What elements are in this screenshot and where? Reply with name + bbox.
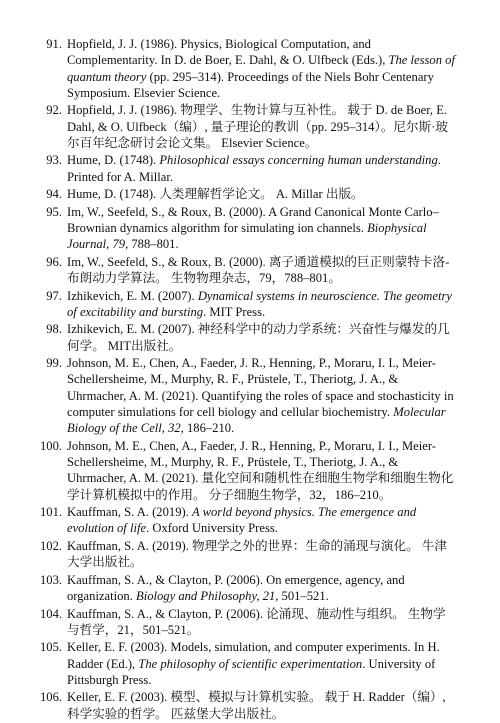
reference-text-segment: Hopfield, J. J. (1986). 物理学、生物计算与互补性。 载于 D. de Boer, E. Dahl, & O. Ulfbeck（编）, 量子理论的教训（pp. 295–314）。尼尔斯·玻尔百年纪念研讨会论文集。 Elsevier Science。 xyxy=(67,103,448,150)
reference-text xyxy=(67,607,446,637)
reference-text-segment: Johnson, M. E., Chen, A., Faeder, J. R., Henning, P., Moraru, I. I., Meier-Schellersheime, M., Murphy, R. F., Prüstele, T., Theriotg, J. A., & Uhrmacher, A. M. (2021). 量化空间和随机性在细胞生物学和细胞生物化学计算机模拟中的作用。 分子细胞生物学，32，186–210。 xyxy=(67,438,454,502)
reference-text-segment: Hopfield, J. J. (1986). Physics, Biological Computation, and Complementarity. In D. de Boer, E. Dahl, & O. Ulfbeck (Eds.), xyxy=(67,37,389,68)
reference-number: 98. xyxy=(46,322,62,337)
reference-text-segment: Kauffman, S. A., & Clayton, P. (2006). 论涌现、施动性与组织。 生物学与哲学，21，501–521。 xyxy=(67,606,446,637)
reference-text xyxy=(67,205,439,252)
reference-text xyxy=(67,187,364,201)
reference-text xyxy=(67,153,441,183)
reference-number: 91. xyxy=(46,37,62,51)
reference-number: 94. xyxy=(46,187,62,202)
reference-text-segment: , 501–521. xyxy=(275,589,329,604)
reference-item xyxy=(40,288,458,321)
reference-text-segment: . Printed for A. Millar. xyxy=(67,153,441,184)
reference-text-segment: Keller, E. F. (2003). Models, simulation, and computer experiments. In H. Radder (Ed.), xyxy=(67,640,440,671)
reference-text xyxy=(67,505,416,535)
reference-text xyxy=(67,103,448,150)
reference-text xyxy=(67,539,447,569)
reference-text-segment: Kauffman, S. A. (2019). 物理学之外的世界：生命的涌现与演化。 牛津大学出版社。 xyxy=(67,538,448,570)
reference-title-italic: The philosophy of scientific experimentation xyxy=(138,656,363,671)
reference-title-italic: Biophysical Journal, 79 xyxy=(67,221,427,252)
reference-text-segment: Hume, D. (1748). 人类理解哲学论文。 A. Millar 出版。 xyxy=(67,187,364,202)
reference-text-segment: Keller, E. F. (2003). 模型、模拟与计算机实验。 载于 H. Radder（编）, 科学实验的哲学。 匹兹堡大学出版社。 xyxy=(67,690,446,721)
reference-item xyxy=(40,355,458,436)
reference-text xyxy=(67,640,440,687)
reference-item xyxy=(40,186,458,202)
reference-number: 106. xyxy=(40,690,63,705)
reference-item xyxy=(40,572,458,605)
reference-text-segment: . MIT Press. xyxy=(203,304,266,319)
reference-number: 103. xyxy=(40,572,63,587)
reference-text xyxy=(67,255,449,285)
reference-item xyxy=(40,204,458,253)
reference-number: 97. xyxy=(46,288,62,303)
reference-title-italic: The lesson of quantum theory xyxy=(67,53,455,84)
reference-text-segment: (pp. 295–314). Proceedings of the Niels Bohr Centenary Symposium. Elsevier Science. xyxy=(67,69,434,100)
reference-text-segment: Izhikevich, E. M. (2007). xyxy=(67,288,198,303)
reference-number: 96. xyxy=(46,254,62,269)
reference-text xyxy=(67,37,455,100)
reference-item xyxy=(40,606,458,639)
reference-number: 100. xyxy=(40,438,63,453)
reference-text-segment: . University of Pittsburgh Press. xyxy=(67,656,436,687)
reference-text-segment: Izhikevich, E. M. (2007). 神经科学中的动力学系统：兴奋性与爆发的几何学。 MIT出版社。 xyxy=(67,322,450,353)
reference-text xyxy=(67,322,450,352)
reference-number: 93. xyxy=(46,153,62,168)
reference-title-italic: A world beyond physics. The emergence and evolution of life xyxy=(67,505,417,536)
reference-item xyxy=(40,438,458,503)
reference-item xyxy=(40,152,458,185)
reference-item xyxy=(40,639,458,688)
reference-item xyxy=(40,102,458,151)
reference-text-segment: , 788–801. xyxy=(125,237,179,252)
reference-number: 92. xyxy=(46,103,62,118)
reference-title-italic: Philosophical essays concerning human understanding xyxy=(159,153,438,168)
reference-text-segment: . Oxford University Press. xyxy=(146,521,278,536)
reference-text xyxy=(67,356,454,435)
reference-text-segment: Johnson, M. E., Chen, A., Faeder, J. R., Henning, P., Moraru, I. I., Meier-Schellersheime, M., Murphy, R. F., Prüstele, T., Theriotg, J. A., & Uhrmacher, A. M. (2021). Quantifying the roles of space and stochasticity in computer simulations for cell biology and cellular biochemistry. xyxy=(67,356,454,420)
reference-item xyxy=(40,689,458,722)
reference-text xyxy=(67,289,452,319)
reference-number: 102. xyxy=(40,538,63,553)
reference-text xyxy=(67,439,453,502)
reference-list xyxy=(40,36,458,723)
reference-item xyxy=(40,36,458,101)
reference-number: 99. xyxy=(46,356,62,371)
reference-title-italic: Dynamical systems in neuroscience. The geometry of excitability and bursting xyxy=(67,288,452,319)
reference-number: 95. xyxy=(46,204,62,219)
reference-item xyxy=(40,254,458,287)
reference-number: 105. xyxy=(40,640,63,655)
reference-item xyxy=(40,504,458,537)
reference-text-segment: Kauffman, S. A., & Clayton, P. (2006). On emergence, agency, and organization. xyxy=(67,572,405,604)
reference-text-segment: Im, W., Seefeld, S., & Roux, B. (2000). 离子通道模拟的巨正则蒙特卡洛-布朗动力学算法。 生物物理杂志，79，788–801。 xyxy=(67,254,450,286)
reference-item xyxy=(40,321,458,354)
reference-number: 104. xyxy=(40,606,63,621)
reference-text-segment: Kauffman, S. A. (2019). xyxy=(67,505,192,520)
reference-title-italic: Biology and Philosophy, 21 xyxy=(136,589,276,604)
reference-title-italic: Molecular Biology of the Cell, 32 xyxy=(67,405,446,436)
reference-text-segment: Hume, D. (1748). xyxy=(67,153,160,168)
reference-text-segment: , 186–210. xyxy=(180,421,235,436)
reference-number: 101. xyxy=(40,505,63,520)
reference-text xyxy=(67,573,405,603)
reference-text xyxy=(67,690,446,720)
reference-text-segment: Im, W., Seefeld, S., & Roux, B. (2000). A Grand Canonical Monte Carlo–Brownian dynamics algorithm for simulating ion channels. xyxy=(67,204,439,236)
reference-item xyxy=(40,538,458,571)
